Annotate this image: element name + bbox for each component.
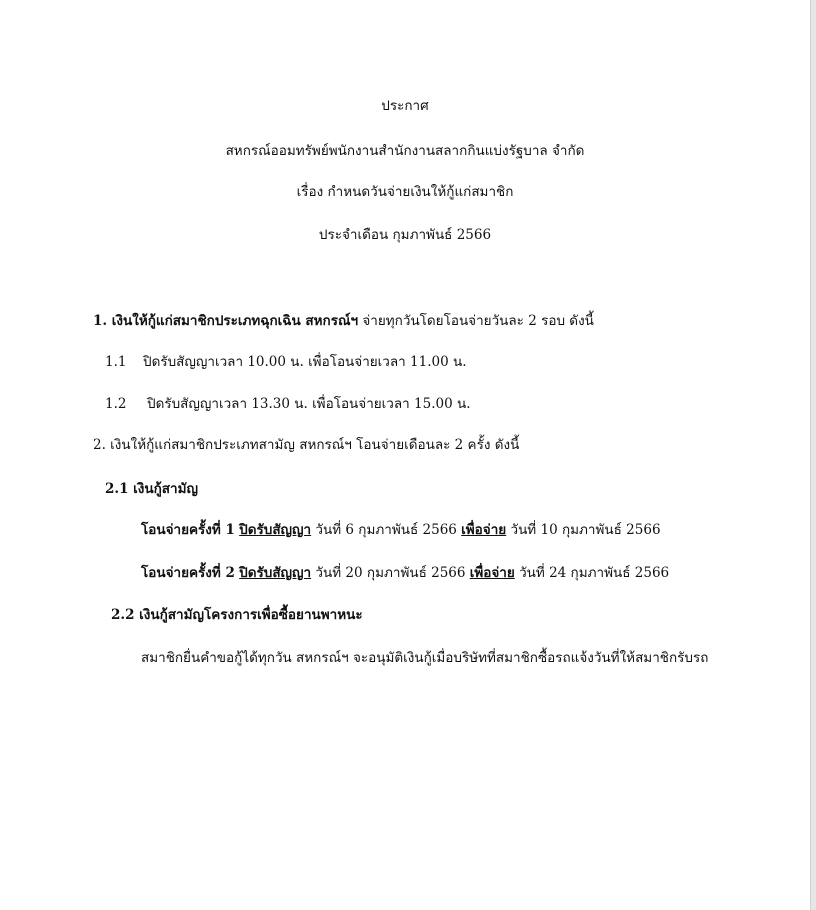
payment-round-1 <box>141 521 661 539</box>
announcement-period: ประจำเดือน กุมภาพันธ์ 2566 <box>318 227 492 243</box>
close-date: วันที่ 20 กุมภาพันธ์ 2566 <box>311 565 470 581</box>
round-label: โอนจ่ายครั้งที่ 2 <box>141 565 235 581</box>
pay-date: วันที่ 24 กุมภาพันธ์ 2566 <box>514 565 670 581</box>
round-label: โอนจ่ายครั้งที่ 1 <box>141 522 235 538</box>
subsection-2-2-text: สมาชิกยื่นคำขอกู้ได้ทุกวัน สหกรณ์ฯ จะอนุมัติเงินกู้เมื่อบริษัทที่สมาชิกซื้อรถแจ้งวันที่ให้สมาชิกรับรถ <box>141 650 709 666</box>
close-contract-label: ปิดรับสัญญา <box>239 522 312 538</box>
section-2-heading: 2. เงินให้กู้แก่สมาชิกประเภทสามัญ สหกรณ์ฯ โอนจ่ายเดือนละ 2 ครั้ง ดังนี้ <box>93 437 520 453</box>
item-text: ปิดรับสัญญาเวลา 13.30 น. เพื่อโอนจ่ายเวลา 15.00 น. <box>147 396 471 412</box>
payment-round-2 <box>141 564 669 582</box>
section-1-heading-rest: จ่ายทุกวันโดยโอนจ่ายวันละ 2 รอบ ดังนี้ <box>358 313 594 329</box>
organization-name: สหกรณ์ออมทรัพย์พนักงานสำนักงานสลากกินแบ่งรัฐบาล จำกัด <box>225 143 585 159</box>
close-date: วันที่ 6 กุมภาพันธ์ 2566 <box>311 522 462 538</box>
section-1-heading-bold: 1. เงินให้กู้แก่สมาชิกประเภทฉุกเฉิน สหกรณ์ฯ <box>93 313 359 329</box>
pay-date: วันที่ 10 กุมภาพันธ์ 2566 <box>506 522 661 538</box>
announcement-subject: เรื่อง กำหนดวันจ่ายเงินให้กู้แก่สมาชิก <box>296 184 514 200</box>
pay-label: เพื่อจ่าย <box>461 522 507 538</box>
section-1-item <box>105 395 470 413</box>
announcement-title: ประกาศ <box>381 98 429 114</box>
pay-label: เพื่อจ่าย <box>469 565 515 581</box>
subsection-2-2-heading: 2.2 เงินกู้สามัญโครงการเพื่อซื้อยานพาหนะ <box>111 607 363 623</box>
section-1-heading <box>93 312 594 330</box>
item-text: ปิดรับสัญญาเวลา 10.00 น. เพื่อโอนจ่ายเวลา 11.00 น. <box>143 354 467 370</box>
page-edge-divider <box>810 0 816 910</box>
subsection-2-1-heading: 2.1 เงินกู้สามัญ <box>105 481 199 497</box>
close-contract-label: ปิดรับสัญญา <box>239 565 312 581</box>
item-number: 1.2 <box>105 396 127 412</box>
section-1-item <box>105 353 466 371</box>
item-number: 1.1 <box>105 354 127 370</box>
